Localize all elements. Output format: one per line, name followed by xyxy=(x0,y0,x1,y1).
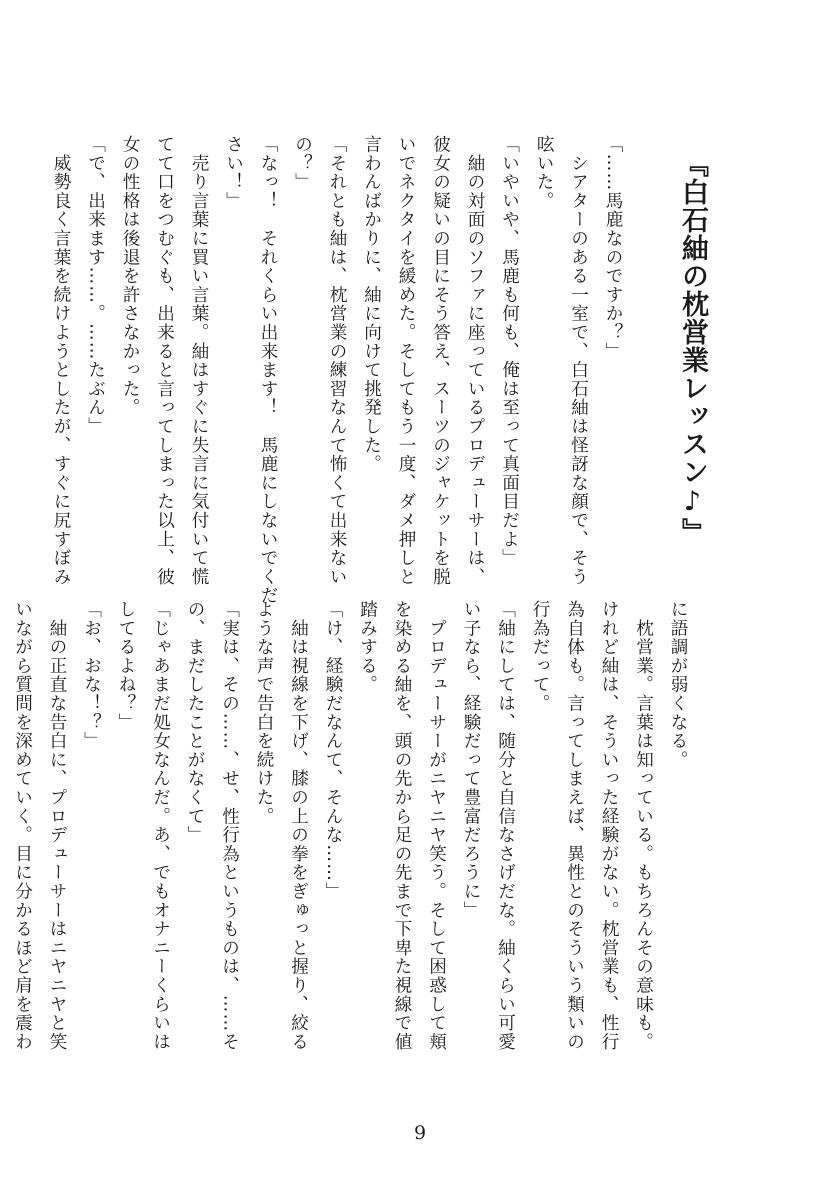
text-line: を染める紬を、頭の先から足の先まで下卑た視線で値 xyxy=(392,600,412,1052)
text-line: 「実は、その……、せ、性行為というものは、……そ xyxy=(219,600,240,1052)
text-line: 紬の正直な告白に、プロデューサーはニヤニヤと笑 xyxy=(47,600,67,1052)
text-line: 言わんばかりに、紬に向けて挑発した。 xyxy=(361,135,382,474)
text-line: 枕営業。言葉は知っている。もちろんその意味も。 xyxy=(633,600,654,1052)
upper-text-block xyxy=(44,135,631,605)
text-line: 彼女の疑いの目にそう答え、スーツのジャケットを脱 xyxy=(430,135,451,587)
text-line: の？」 xyxy=(292,135,313,192)
text-line: てて口をつむぐも、出来ると言ってしまった以上、彼 xyxy=(154,135,175,587)
text-line: に語調が弱くなる。 xyxy=(668,600,688,770)
text-line: 行為だって。 xyxy=(530,600,550,713)
text-line: 威勢良く言葉を続けようとしたが、すぐに尻すぼみ xyxy=(51,135,71,587)
text-line: シアターのある一室で、白石紬は怪訝な顔で、そう xyxy=(568,135,589,587)
text-line: 「じゃあまだ処女なんだ。あ、でもオナニーくらいは xyxy=(150,600,171,1052)
text-line: 紬は視線を下げ、膝の上の拳をぎゅっと握り、絞る xyxy=(288,600,309,1052)
text-line: ような声で告白を続けた。 xyxy=(254,600,274,826)
story-title: 『白石紬の枕営業レッスン♪』 xyxy=(677,150,708,546)
text-line: 「……馬鹿なのですか？」 xyxy=(603,135,623,361)
text-line: 売り言葉に買い言葉。紬はすぐに失言に気付いて慌 xyxy=(189,135,209,587)
text-line: プロデューサーがニヤニヤ笑う。そして困惑して頬 xyxy=(426,600,447,1052)
text-line: い子なら、経験だって豊富だろうに」 xyxy=(461,600,481,920)
text-line: 「それとも紬は、枕営業の練習なんて怖くて出来ない xyxy=(327,135,347,587)
text-line: 「お、おな！？」 xyxy=(81,600,102,751)
text-line: いながら質問を深めていく。目に分かるほど肩を震わ xyxy=(12,600,33,1052)
text-line: の、まだしたことがなくて」 xyxy=(185,600,205,845)
page-number: 9 xyxy=(413,1122,427,1144)
text-line: けれど紬は、そういった経験がない。枕営業も、性行 xyxy=(599,600,619,1052)
text-line: 「紬にしては、随分と自信なさげだな。紬くらい可愛 xyxy=(495,600,516,1052)
text-line: さい！」 xyxy=(223,135,244,211)
text-line: 紬の対面のソファに座っているプロデューサーは、 xyxy=(465,135,485,587)
text-line: 「なっ！ それくらい出来ます！ 馬鹿にしないでくだ xyxy=(258,135,278,605)
text-line: 「で、出来ます……。……たぶん」 xyxy=(85,135,106,436)
text-line: 踏みする。 xyxy=(357,600,378,694)
text-line xyxy=(0,600,5,1080)
text-line: 「け、経験だなんて、そんな……」 xyxy=(323,600,343,901)
text-line: 為自体も。言ってしまえば、異性とのそういう類いの xyxy=(564,600,585,1052)
text-line: 「いやいや、馬鹿も何も、俺は至って真面目だよ」 xyxy=(499,135,520,568)
text-line: 呟いた。 xyxy=(534,135,554,211)
lower-text-block xyxy=(0,600,695,1080)
text-line: 女の性格は後退を許さなかった。 xyxy=(120,135,140,417)
text-line: してるよね？」 xyxy=(116,600,136,732)
text-line: いでネクタイを緩めた。そしてもう一度、ダメ押しと xyxy=(396,135,416,587)
